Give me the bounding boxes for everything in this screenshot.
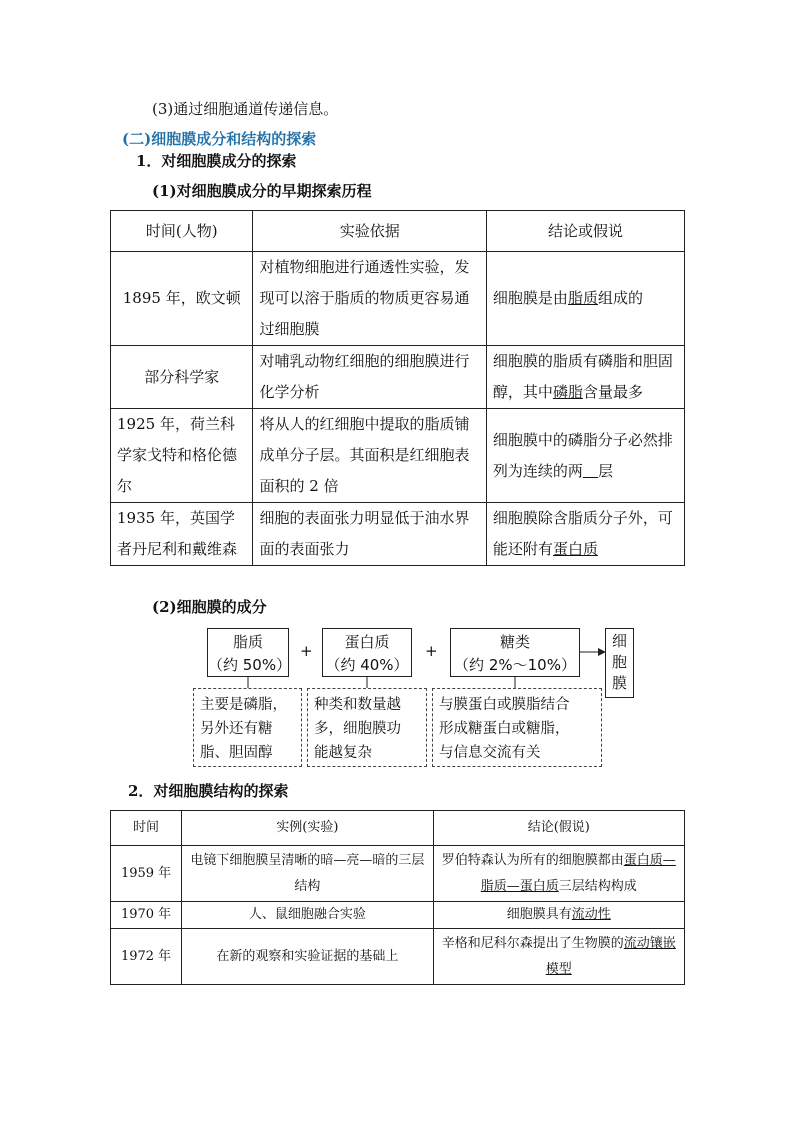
- plus-sign: +: [300, 642, 313, 660]
- table-row: [111, 929, 685, 985]
- conclusion-text: 细胞膜是由: [492, 289, 568, 307]
- subheading-2: 2．对细胞膜结构的探索: [128, 782, 289, 800]
- conclusion-answer: [583, 462, 598, 480]
- result-char: 膜: [611, 674, 627, 692]
- header-time: 时间(人物): [111, 211, 253, 252]
- cell-conclusion: [433, 902, 684, 929]
- note-line: 主要是磷脂，: [200, 697, 287, 713]
- cell-time: 1959 年: [111, 846, 182, 902]
- table-header-row: [111, 811, 685, 846]
- note-line: 能越复杂: [314, 745, 372, 761]
- table-row: [111, 846, 685, 902]
- cell-time: 部分科学家: [111, 346, 253, 409]
- membrane-structure-history-table: [110, 810, 685, 985]
- conclusion-answer: 流动镶嵌模型: [545, 935, 676, 977]
- intro-item: (3)通过细胞通道传递信息。: [152, 100, 339, 118]
- conclusion-text: 组成的: [597, 289, 643, 307]
- cell-conclusion: [486, 503, 684, 566]
- sugar-percent: （约 2%～10%）: [454, 656, 576, 674]
- sugar-box: [450, 628, 580, 677]
- note-line: 形成糖蛋白或糖脂，: [439, 721, 570, 737]
- protein-percent: （约 40%）: [325, 656, 409, 674]
- table-row: [111, 252, 685, 346]
- header-basis: 实验依据: [253, 211, 486, 252]
- cell-time: 1970 年: [111, 902, 182, 929]
- cell-time: 1925 年，荷兰科学家戈特和格伦德尔: [111, 409, 253, 503]
- cell-conclusion: [486, 346, 684, 409]
- conclusion-text: 细胞膜中的磷脂分子必然排列为连续的两: [492, 430, 673, 480]
- conclusion-answer: 磷脂: [552, 383, 583, 401]
- cell-time: 1895 年，欧文顿: [111, 252, 253, 346]
- conclusion-answer: 蛋白质—脂质—蛋白质: [480, 852, 676, 894]
- table-row: [111, 902, 685, 929]
- plus-sign: +: [425, 642, 438, 660]
- subheading-1-1: (1)对细胞膜成分的早期探索历程: [152, 182, 372, 200]
- header-conclusion: 结论(假说): [433, 811, 684, 846]
- header-time: 时间: [111, 811, 182, 846]
- cell-time: 1935 年，英国学者丹尼利和戴维森: [111, 503, 253, 566]
- lipid-note-box: [193, 688, 302, 767]
- cell-basis: 对植物细胞进行通透性实验，发现可以溶于脂质的物质更容易通过细胞膜: [253, 252, 486, 346]
- cell-conclusion: [486, 252, 684, 346]
- conclusion-text: 层: [597, 461, 613, 480]
- protein-box: [322, 628, 412, 677]
- conclusion-text: 罗伯特森认为所有的细胞膜都由: [441, 852, 624, 868]
- section-title: (二)细胞膜成分和结构的探索: [122, 130, 317, 148]
- table-row: [111, 409, 685, 503]
- table-row: [111, 346, 685, 409]
- note-line: 与信息交流有关: [439, 745, 541, 761]
- note-line: 与膜蛋白或膜脂结合: [439, 697, 570, 713]
- conclusion-text: 含量最多: [582, 383, 643, 401]
- sugar-note-box: [432, 688, 602, 767]
- cell-basis: 细胞的表面张力明显低于油水界面的表面张力: [253, 503, 486, 566]
- conclusion-answer: 脂质: [567, 289, 598, 307]
- sugar-label: 糖类: [499, 633, 530, 651]
- lipid-percent: （约 50%）: [208, 656, 292, 674]
- protein-note-box: [307, 688, 427, 767]
- note-line: 种类和数量越: [314, 697, 401, 713]
- conclusion-answer: 流动性: [571, 907, 611, 922]
- membrane-composition-history-table: [110, 210, 685, 566]
- result-char: 细: [611, 632, 627, 650]
- table-header-row: [111, 211, 685, 252]
- conclusion-answer: 蛋白质: [552, 540, 598, 558]
- conclusion-text: 细胞膜除含脂质分子外，可能还附有: [492, 509, 673, 558]
- header-example: 实例(实验): [182, 811, 433, 846]
- note-line: 多，细胞膜功: [314, 721, 401, 737]
- cell-example: 在新的观察和实验证据的基础上: [182, 929, 433, 985]
- header-conclusion: 结论或假说: [486, 211, 684, 252]
- cell-conclusion: [433, 846, 684, 902]
- cell-example: 电镜下细胞膜呈清晰的暗—亮—暗的三层结构: [182, 846, 433, 902]
- conclusion-text: 三层结构构成: [558, 878, 637, 894]
- conclusion-text: 辛格和尼科尔森提出了生物膜的: [441, 935, 624, 951]
- note-line: 脂、胆固醇: [200, 745, 273, 761]
- lipid-label: 脂质: [232, 633, 263, 651]
- lipid-box: [207, 628, 292, 677]
- table-row: [111, 503, 685, 566]
- cell-basis: 对哺乳动物红细胞的细胞膜进行化学分析: [253, 346, 486, 409]
- arrow-right-icon: [580, 645, 608, 659]
- note-line: 另外还有糖: [200, 721, 273, 737]
- cell-conclusion: [433, 929, 684, 985]
- result-char: 胞: [611, 653, 627, 671]
- protein-label: 蛋白质: [344, 633, 390, 651]
- cell-conclusion: [486, 409, 684, 503]
- subheading-1-2: (2)细胞膜的成分: [152, 598, 267, 616]
- cell-time: 1972 年: [111, 929, 182, 985]
- cell-basis: 将从人的红细胞中提取的脂质铺成单分子层。其面积是红细胞表面积的 2 倍: [253, 409, 486, 503]
- cell-example: 人、鼠细胞融合实验: [182, 902, 433, 929]
- subheading-1: 1．对细胞膜成分的探索: [136, 152, 297, 170]
- conclusion-text: 细胞膜具有: [506, 907, 572, 922]
- conclusion-text: 细胞膜的脂质有磷脂和胆固醇，其中: [492, 352, 673, 401]
